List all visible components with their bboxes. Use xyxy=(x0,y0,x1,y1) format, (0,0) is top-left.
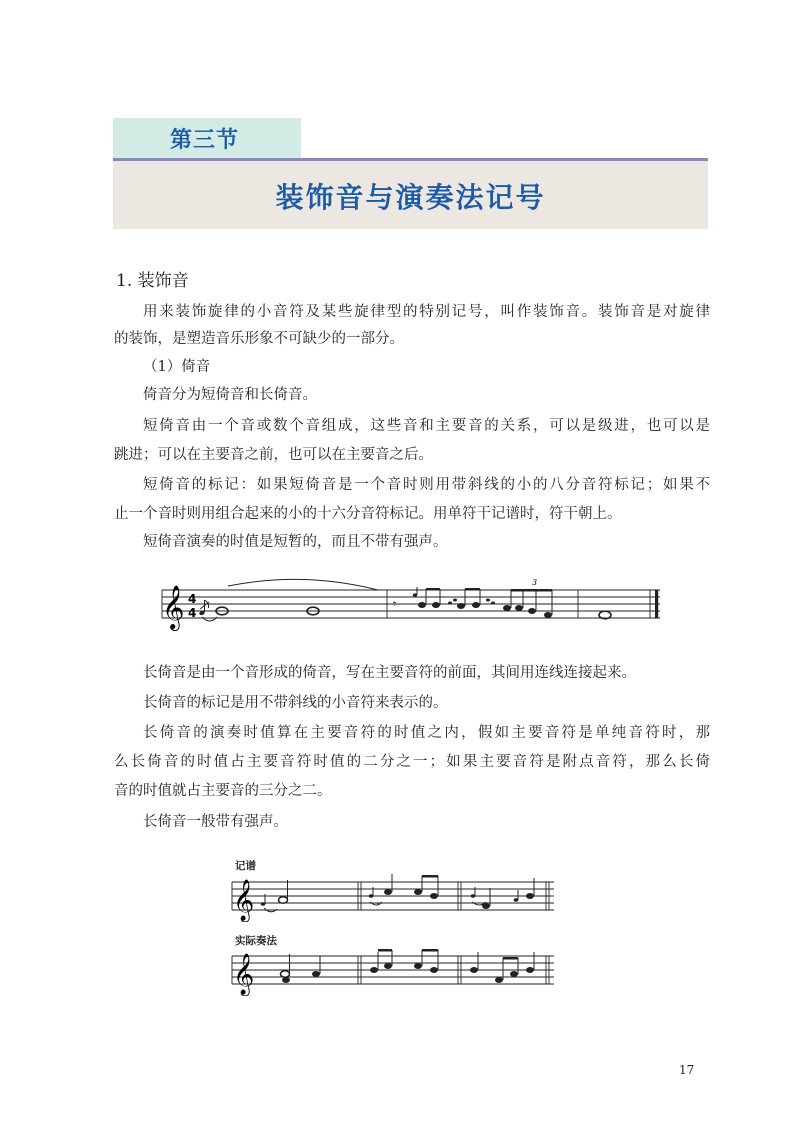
treble-clef-icon: 𝄞 xyxy=(233,954,255,995)
score-long-grace-actual xyxy=(228,946,568,996)
paragraph-line: 音的时值就占主要音的三分之二。 xyxy=(114,783,332,799)
score-long-grace-written xyxy=(228,872,568,922)
tuplet-number: 3 xyxy=(532,578,538,587)
heading-ornaments: 1. 装饰音 xyxy=(116,271,189,291)
svg-text:𝄾: 𝄾 xyxy=(393,597,397,611)
paragraph-line: 长倚音的标记是用不带斜线的小音符来表示的。 xyxy=(143,695,448,711)
paragraph-line: 长倚音的演奏时值算在主要音符的时值之内，假如主要音符是单纯音符时，那 xyxy=(143,725,710,741)
paragraph-line: 短倚音演奏的时值是短暂的，而且不带有强声。 xyxy=(143,534,448,550)
treble-clef-icon: 𝄞 xyxy=(162,585,185,629)
paragraph-line: 短倚音由一个音或数个音组成，这些音和主要音的关系，可以是级进，也可以是 xyxy=(143,418,710,434)
svg-text:.: . xyxy=(376,896,380,907)
paragraph-line: 止一个音时则用组合起来的小的十六分音符标记。用单符干记谱时，符干朝上。 xyxy=(114,506,622,522)
paragraph-line: 跳进；可以在主要音之前，也可以在主要音之后。 xyxy=(114,447,433,463)
treble-clef-icon: 𝄞 xyxy=(233,880,255,921)
section-tab-label: 第三节 xyxy=(170,128,240,153)
time-signature-bottom: 4 xyxy=(188,606,197,620)
paragraph-line: 么长倚音的时值占主要音符时值的二分之一；如果主要音符是附点音符，那么长倚 xyxy=(114,754,710,770)
section-title: 装饰音与演奏法记号 xyxy=(275,181,546,214)
paragraph-line: 倚音分为短倚音和长倚音。 xyxy=(143,387,317,403)
paragraph-line: 长倚音一般带有强声。 xyxy=(143,814,288,830)
time-signature-top: 4 xyxy=(188,592,197,606)
paragraph-line: 短倚音的标记：如果短倚音是一个音时则用带斜线的小的八分音符标记；如果不 xyxy=(143,477,710,493)
paragraph-line: 用来装饰旋律的小音符及某些旋律型的特别记号，叫作装饰音。装饰音是对旋律 xyxy=(143,304,710,320)
paragraph-line: 的装饰，是塑造音乐形象不可缺少的一部分。 xyxy=(114,331,404,347)
section-tab xyxy=(113,118,301,158)
section-title-band xyxy=(113,161,708,229)
paragraph-line: 长倚音是由一个音形成的倚音，写在主要音符的前面，其间用连线连接起来。 xyxy=(143,665,636,681)
score-label-actual: 实际奏法 xyxy=(235,935,277,947)
score-label-written: 记谱 xyxy=(235,860,256,872)
page-number: 17 xyxy=(679,1063,695,1077)
score-short-grace xyxy=(150,575,670,635)
paragraph-subheading: （1）倚音 xyxy=(143,359,211,375)
